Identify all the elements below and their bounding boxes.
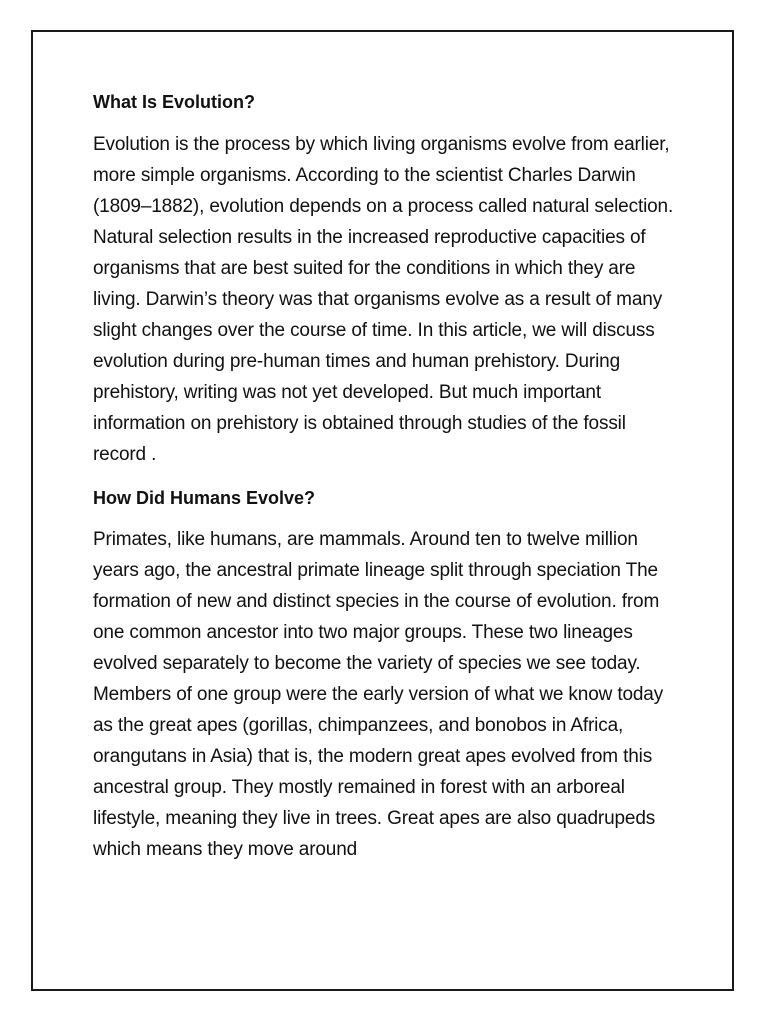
section-body-what-is-evolution: Evolution is the process by which living organisms evolve from earlier, more simple organisms. According to the scientist Charles Darwin (1809–1882), evolution depends on a process called natural selection. Natural selection results in the increased reproductive capacities of organisms that are best suited for the conditions in which they are living. Darwin’s theory was that organisms evolve as a result of many slight changes over the course of time. In this article, we will discuss evolution during pre-human times and human prehistory. During prehistory, writing was not yet developed. But much important information on prehistory is obtained through studies of the fossil record . [93,134,674,465]
section-body-how-did-humans-evolve: Primates, like humans, are mammals. Around ten to twelve million years ago, the ancestral primate lineage split through speciation The formation of new and distinct species in the course of evolution. from one common ancestor into two major groups. These two lineages evolved separately to become the variety of species we see today. Members of one group were the early version of what we know today as the great apes (gorillas, chimpanzees, and bonobos in Africa, orangutans in Asia) that is, the modern great apes evolved from this ancestral group. They mostly remained in forest with an arboreal lifestyle, meaning they live in trees. Great apes are also quadrupeds which means they move around [93,529,664,860]
section-heading-how-did-humans-evolve: How Did Humans Evolve? [93,488,316,508]
document-content [93,88,683,865]
section-heading-what-is-evolution: What Is Evolution? [93,92,255,112]
